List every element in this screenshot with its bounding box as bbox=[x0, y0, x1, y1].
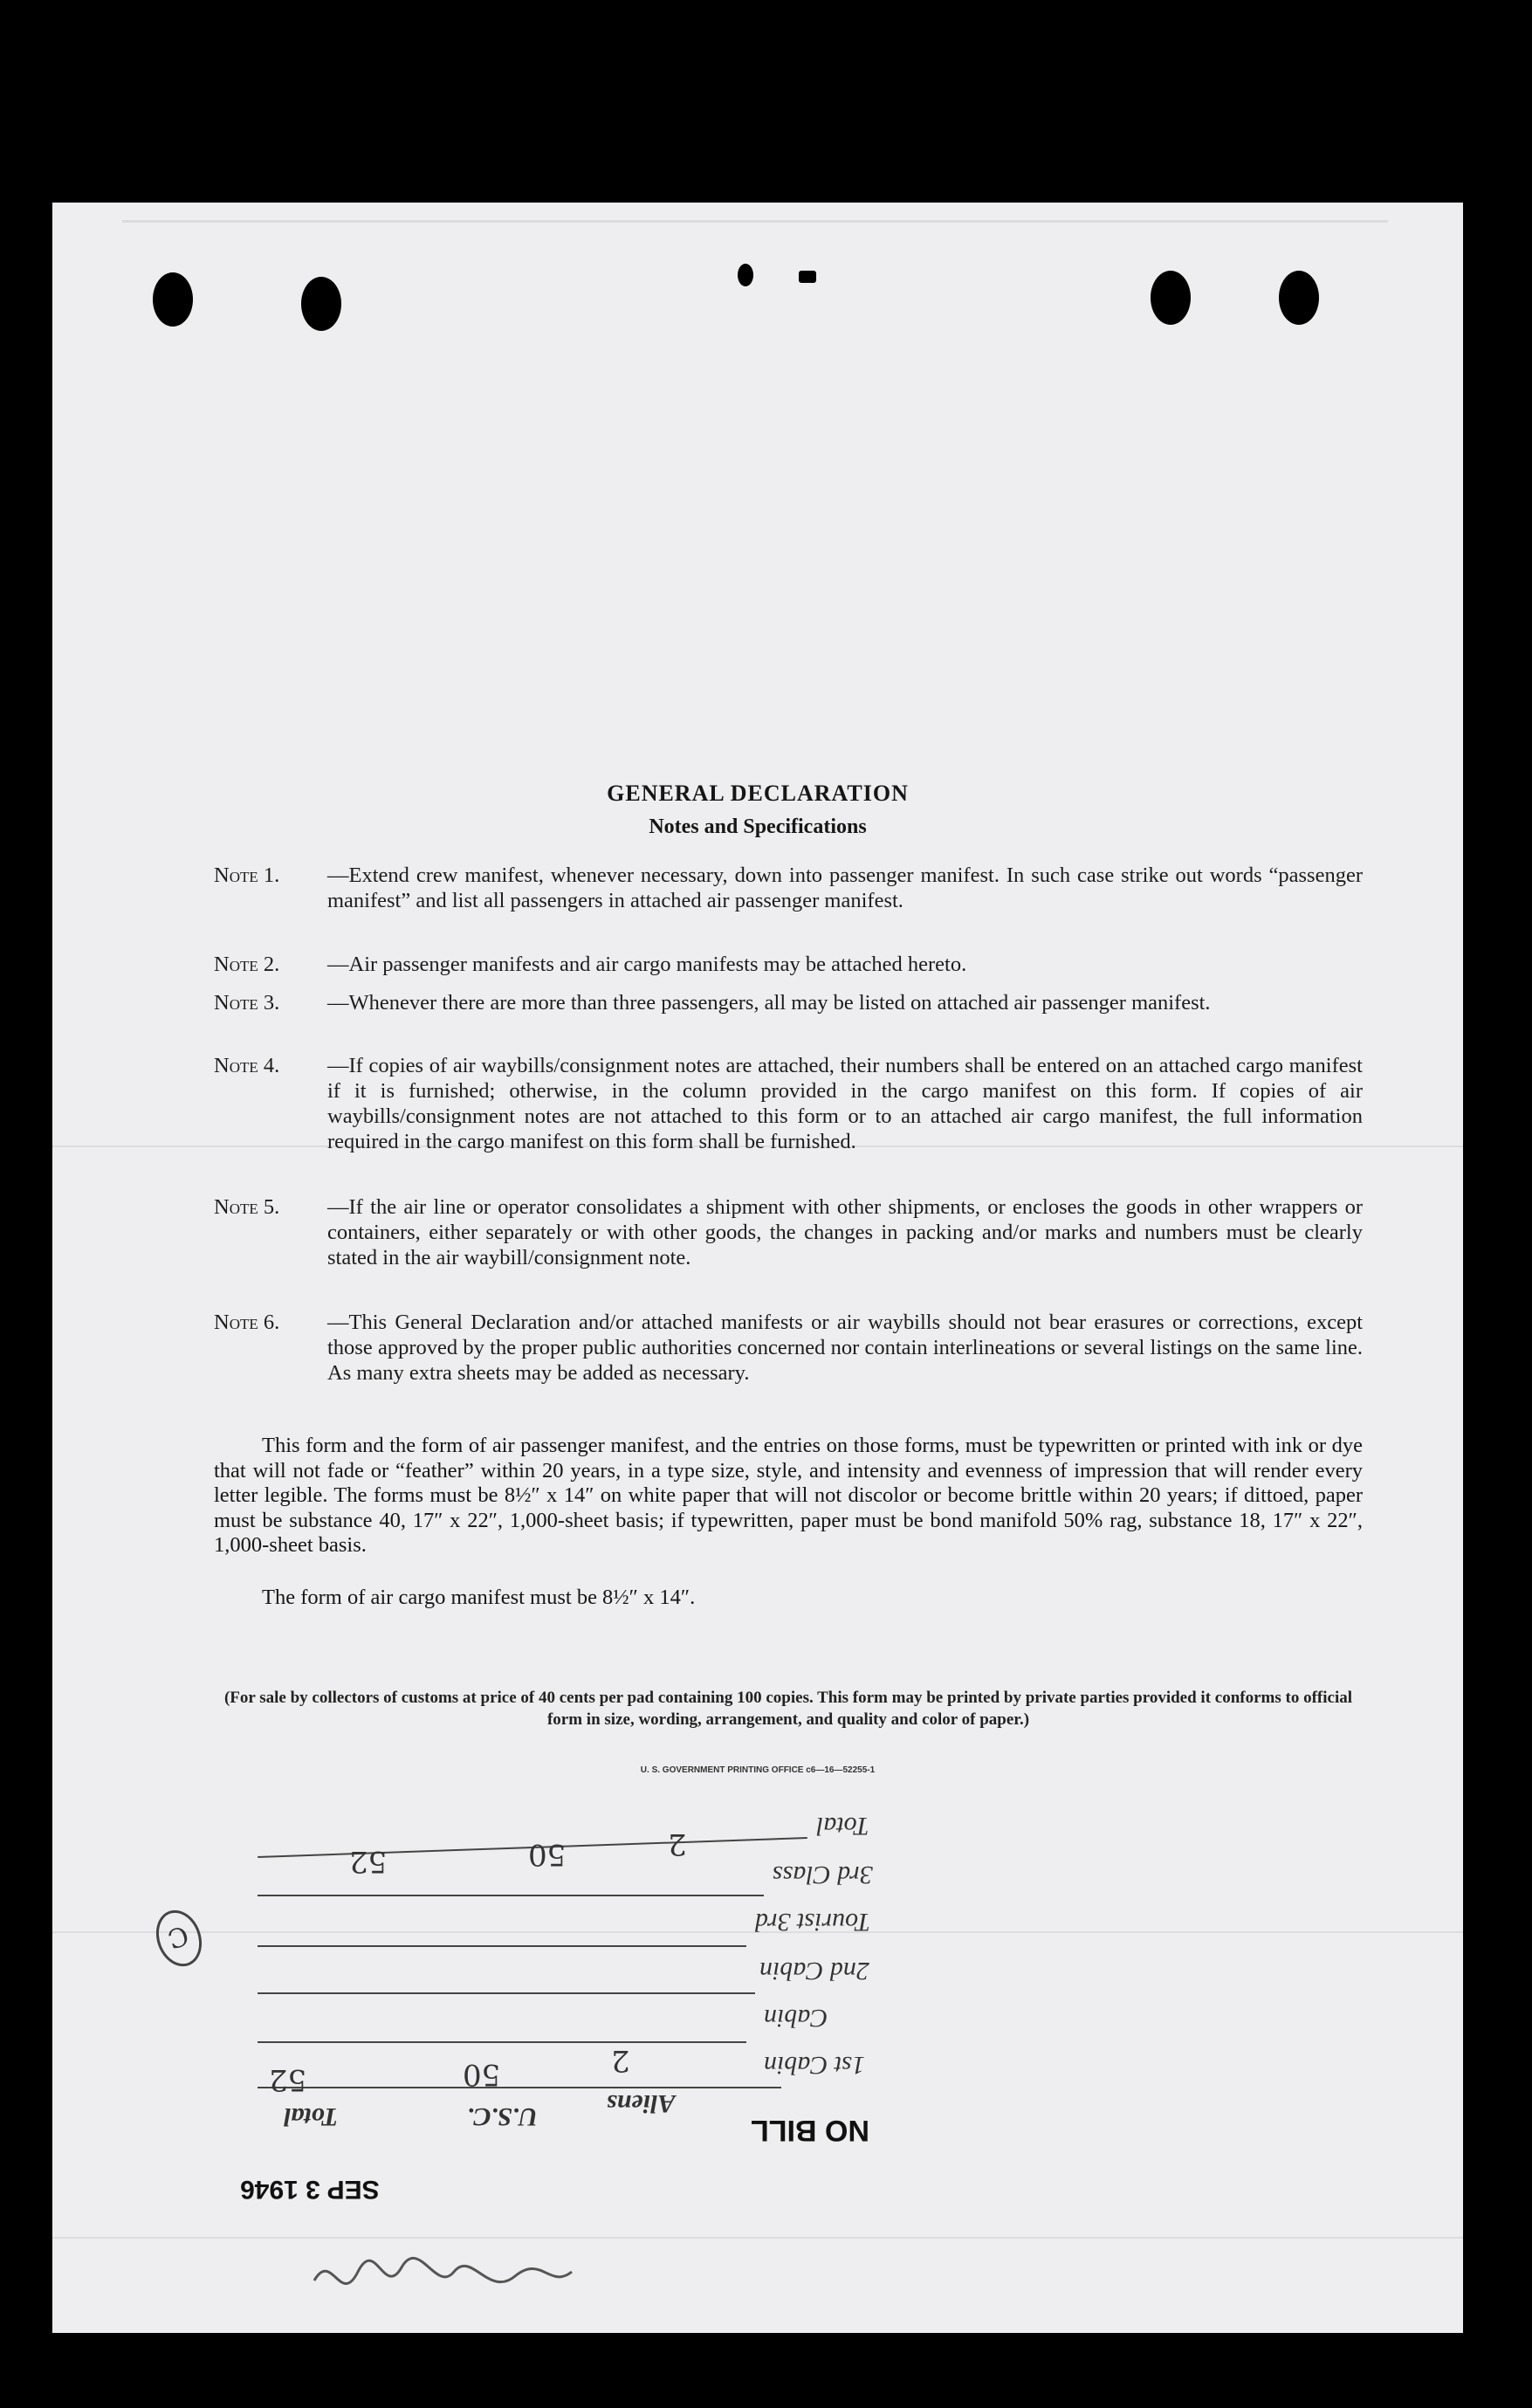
handwritten-total-count: 52 bbox=[269, 2062, 307, 2097]
note-text: —If copies of air waybills/consignment notes are attached, their numbers shall be entered on an attached cargo manifest if it is furnished; otherwise, in the column provided in the cargo manifest on this form. If copies of air waybills/consignment notes are not attached to this form or to an attached air cargo manifest, the full information required in the cargo manifest on this form shall be furnished. bbox=[327, 1054, 1363, 1153]
note-text: —If the air line or operator consolidates a shipment with other shipments, or encloses the goods in other wrappers or containers, either separately or with other goods, the changes in packing and/or marks and numbers must be clearly stated in the air waybill/consignment note. bbox=[327, 1195, 1363, 1269]
sale-note: (For sale by collectors of customs at price of 40 cents per pad containing 100 copies. This form may be printed by private parties provided it conforms to official form in size, wording, arrangement, and quality and color of paper.) bbox=[223, 1689, 1353, 1729]
stamp-row-label: Cabin bbox=[764, 2004, 828, 2033]
form-page bbox=[52, 203, 1463, 2333]
stamp-rule bbox=[258, 1895, 764, 1896]
stamp-row-label: 3rd Class bbox=[773, 1861, 873, 1889]
note-label: Note 1. bbox=[214, 863, 280, 887]
stamp-column-head: U.S.C. bbox=[467, 2102, 538, 2131]
note-text: —Extend crew manifest, whenever necessary, down into passenger manifest. In such case strike out words “passenger manifest” and list all passengers in attached air passenger manifest. bbox=[327, 863, 1363, 912]
note-label: Note 4. bbox=[214, 1054, 280, 1077]
cargo-manifest-size-line: The form of air cargo manifest must be 8½″ x 14″. bbox=[262, 1586, 696, 1609]
stamp-row-label: 2nd Cabin bbox=[759, 1957, 869, 1985]
stamp-rule bbox=[258, 1945, 746, 1947]
note-5 bbox=[214, 1194, 1363, 1269]
stamp-total-label: Total bbox=[816, 1812, 869, 1840]
stamp-rule bbox=[258, 1992, 755, 1994]
page-subtitle: Notes and Specifications bbox=[649, 815, 867, 838]
stamp-rule bbox=[258, 2041, 746, 2043]
note-text: —This General Declaration and/or attached manifests or air waybills should not bear erasures or corrections, except those approved by the proper public authorities concerned nor contain interlineations or several listings on the same line. As many extra sheets may be added as necessary. bbox=[327, 1311, 1363, 1385]
note-6 bbox=[214, 1310, 1363, 1385]
note-3 bbox=[214, 990, 1363, 1015]
note-label: Note 6. bbox=[214, 1311, 280, 1334]
stamp-column-head: Total bbox=[284, 2102, 339, 2131]
bleed-through-rule bbox=[52, 2237, 1463, 2239]
note-label: Note 5. bbox=[214, 1195, 280, 1219]
signature-scribble bbox=[306, 2246, 585, 2315]
note-label: Note 3. bbox=[214, 991, 280, 1015]
printing-office-line: U. S. GOVERNMENT PRINTING OFFICE c6—16—52255-1 bbox=[640, 1765, 876, 1775]
handwritten-total-value: 52 bbox=[349, 1844, 388, 1879]
note-4 bbox=[214, 1053, 1363, 1153]
circled-mark bbox=[148, 1903, 210, 1972]
handwritten-aliens-value: 2 bbox=[668, 1827, 687, 1861]
note-label: Note 2. bbox=[214, 953, 280, 976]
stamp-row-label: Tourist 3rd bbox=[755, 1908, 871, 1937]
handwritten-usc-value: 50 bbox=[528, 1837, 567, 1872]
form-requirements-paragraph: This form and the form of air passenger manifest, and the entries on those forms, must be typewritten or printed with ink or dye that will not fade or “feather” within 20 years, in a type size, style, and intensity and evenness of impression that will render every letter legible. The forms must be 8½″ x 14″ on white paper that will not discolor or become brittle within 20 years; if dittoed, paper must be substance 40, 17″ x 22″, 1,000-sheet basis; if typewritten, paper must be bond manifold 50% rag, substance 18, 17″ x 22″, 1,000-sheet basis. bbox=[214, 1434, 1363, 1557]
note-2 bbox=[214, 952, 1363, 977]
stamp-column-head: Aliens bbox=[607, 2089, 676, 2118]
handwritten-aliens-count: 2 bbox=[611, 2043, 630, 2078]
note-text: —Air passenger manifests and air cargo manifests may be attached hereto. bbox=[327, 953, 967, 976]
stamp-rule bbox=[258, 2087, 781, 2088]
date-stamp: SEP 3 1946 bbox=[240, 2175, 380, 2204]
note-text: —Whenever there are more than three passengers, all may be listed on attached air passenger manifest. bbox=[327, 991, 1211, 1015]
no-bill-stamp: NO BILL bbox=[751, 2114, 869, 2147]
page-title: GENERAL DECLARATION bbox=[607, 781, 909, 806]
handwritten-usc-count: 50 bbox=[463, 2057, 501, 2092]
circled-mark-letter: C bbox=[162, 1918, 193, 1955]
bleed-through-text bbox=[122, 220, 1388, 354]
note-1 bbox=[214, 863, 1363, 912]
stamp-row-label: 1st Cabin bbox=[764, 2051, 865, 2080]
